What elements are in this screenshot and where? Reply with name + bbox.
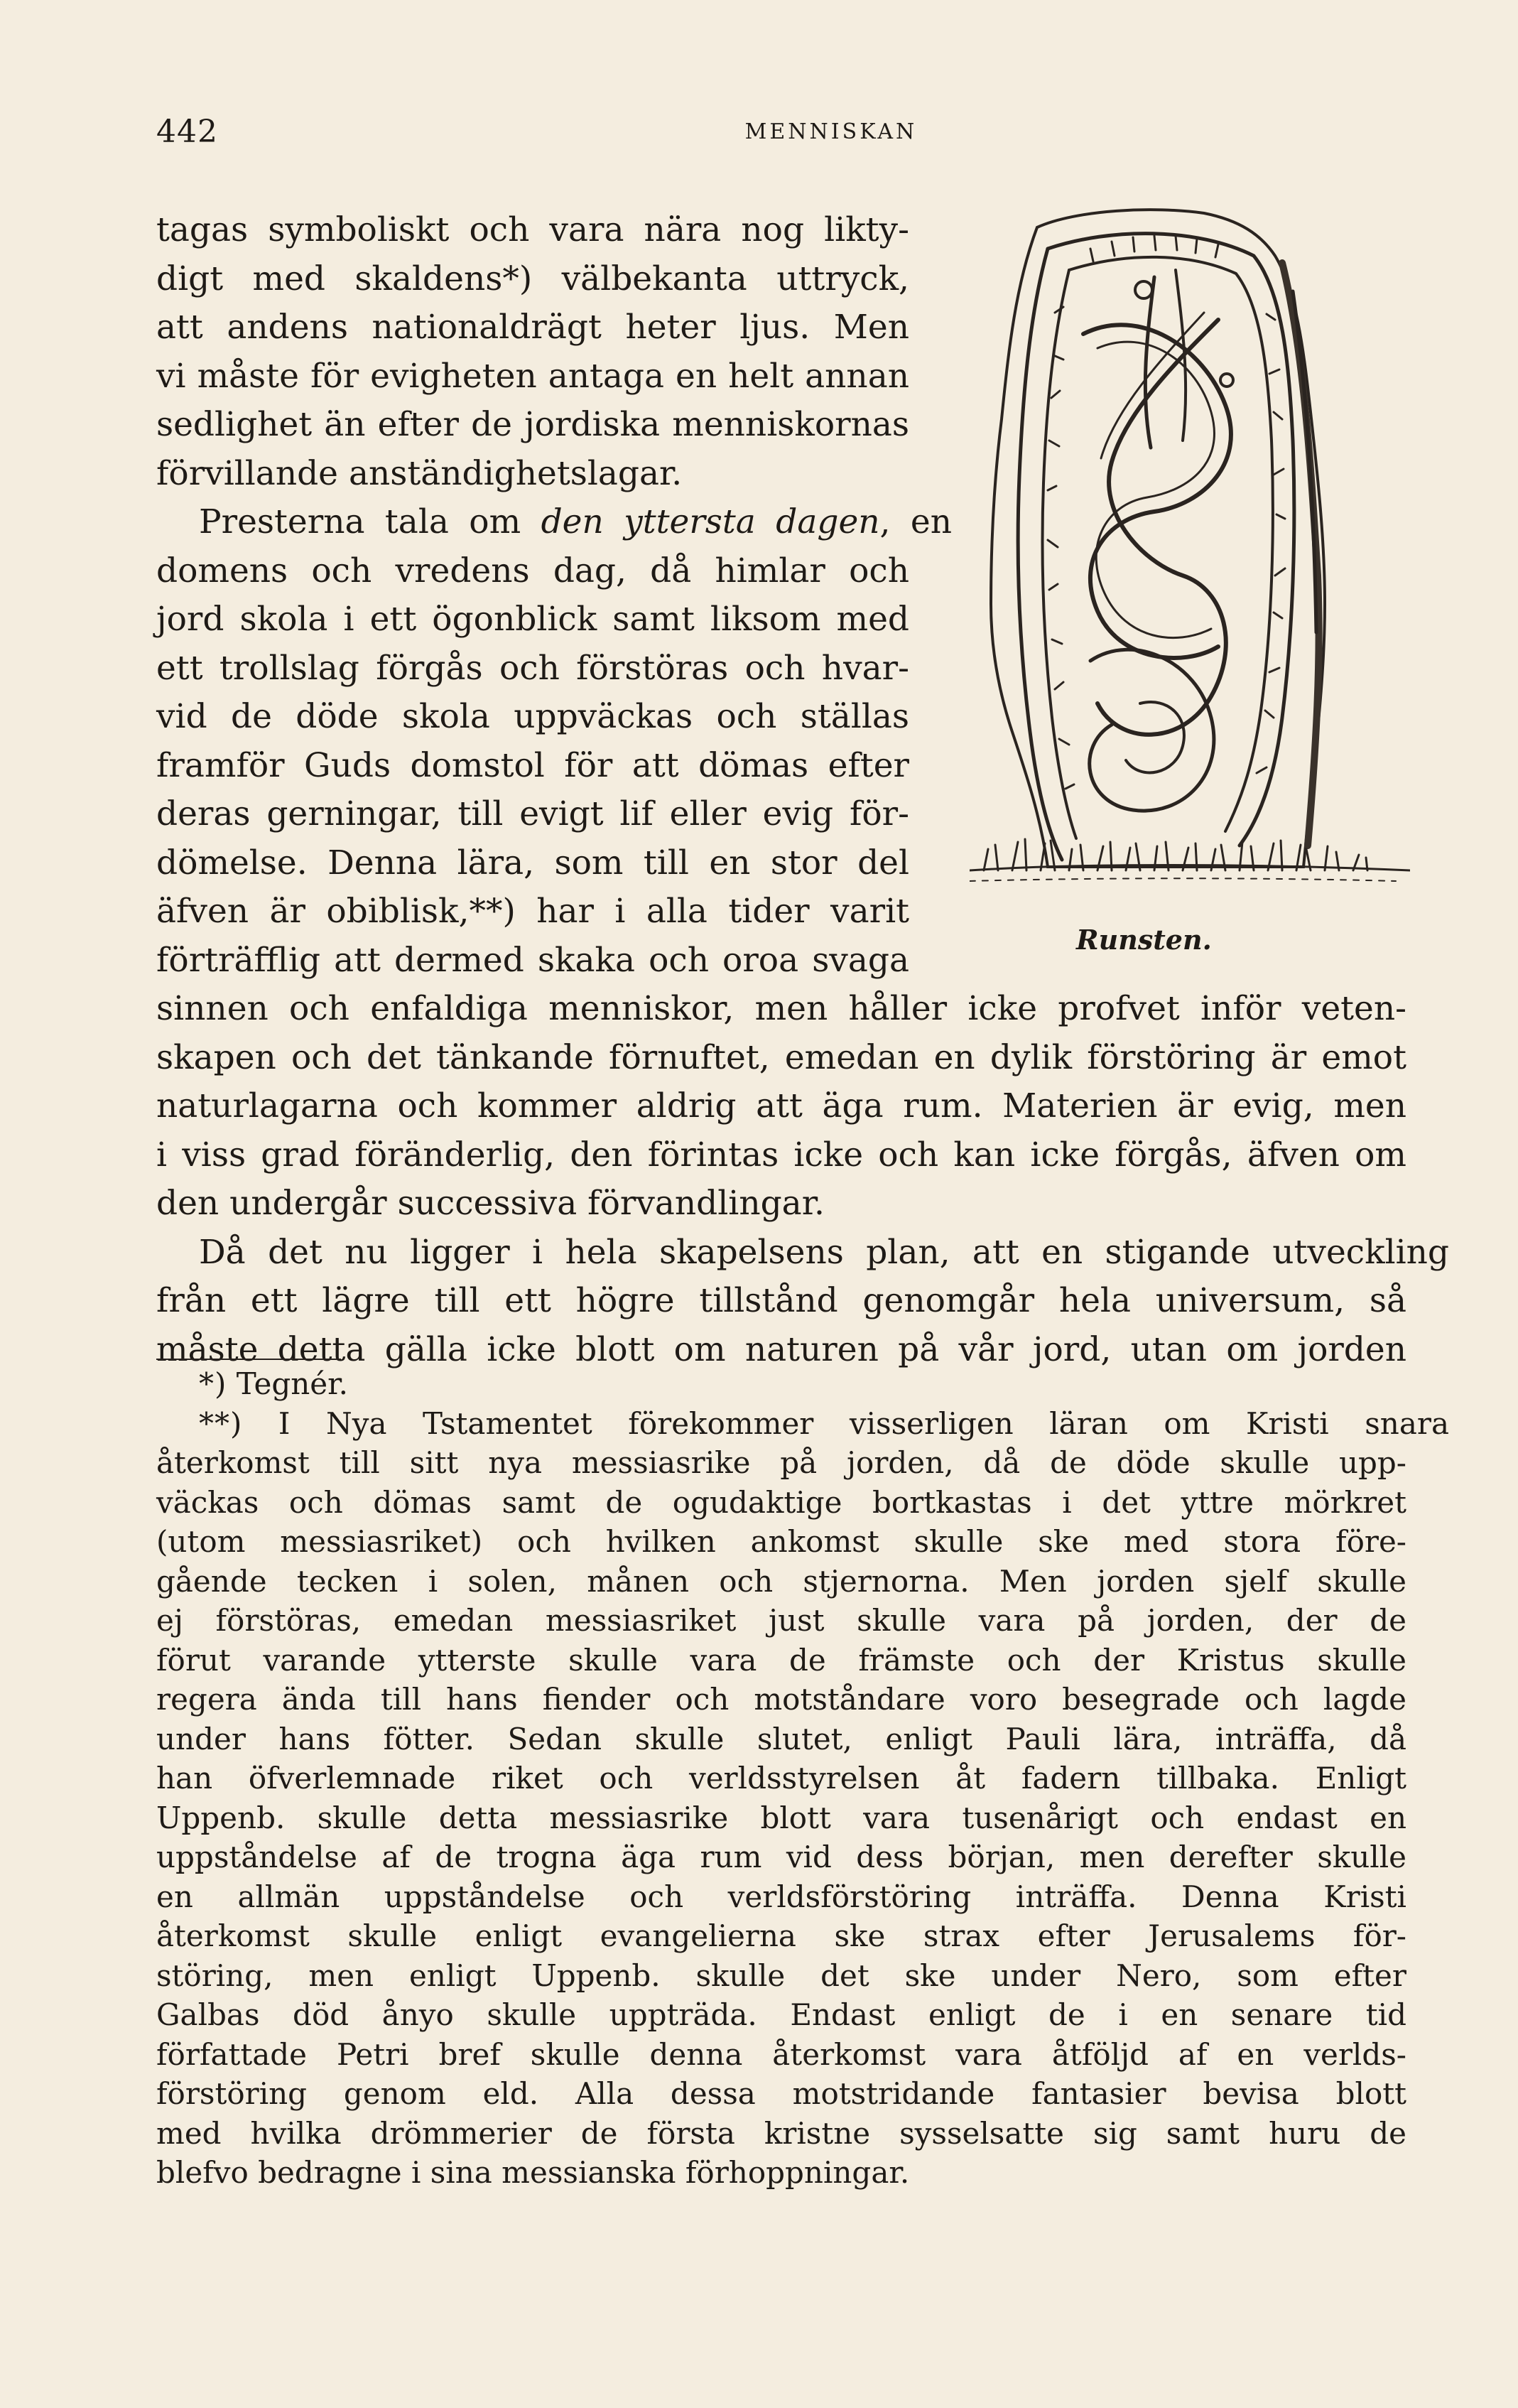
- text-line: digt med skaldens*) välbekanta uttryck,: [156, 259, 909, 298]
- footnote-line: författade Petri bref skulle denna återkomst vara åtföljd af en verlds-: [156, 2036, 1406, 2072]
- text-line: deras gerningar, till evigt lif eller evig för-: [156, 794, 909, 833]
- footnote-line: en allmän uppståndelse och verldsförstöring inträffa. Denna Kristi: [156, 1879, 1406, 1914]
- footnote-line: förstöring genom eld. Alla dessa motstridande fantasier bevisa blott: [156, 2076, 1406, 2111]
- footnote-1: [156, 1364, 1449, 1404]
- footnote-2: [156, 1404, 1449, 1444]
- text-fragment: Presterna tala om: [199, 502, 541, 541]
- text-line: vid de döde skola uppväckas och ställas: [156, 697, 909, 736]
- text-line: förvillande anständighetslagar.: [156, 453, 683, 493]
- text-line: äfven är obiblisk,**) har i alla tider varit: [156, 892, 909, 931]
- footnote-text: Tegnér.: [236, 1366, 348, 1401]
- text-line: den undergår successiva förvandlingar.: [156, 1184, 825, 1223]
- text-line: framför Guds domstol för att dömas efter: [156, 745, 909, 785]
- footnote-line: väckas och dömas samt de ogudaktige bortkastas i det yttre mörkret: [156, 1484, 1406, 1520]
- footnote-line: ej förstöras, emedan messiasriket just skulle vara på jorden, der de: [156, 1603, 1406, 1638]
- text-line: naturlagarna och kommer aldrig att äga rum. Materien är evig, men: [156, 1086, 1406, 1125]
- paragraph-2: [156, 498, 1406, 1229]
- text-line: tagas symboliskt och vara nära nog likty-: [156, 210, 909, 249]
- text-line: domens och vredens dag, då himlar och: [156, 551, 909, 590]
- text-line: från ett lägre till ett högre tillstånd genomgår hela universum, så: [156, 1281, 1406, 1320]
- footnote-line: blefvo bedragne i sina messianska förhoppningar.: [156, 2155, 910, 2190]
- footnote-marker: **): [199, 1405, 243, 1441]
- footnote-line: (utom messiasriket) och hvilken ankomst skulle ske med stora före-: [156, 1524, 1406, 1559]
- page-header: [156, 114, 1406, 156]
- footnote-line: han öfverlemnade riket och verldsstyrelsen åt fadern tillbaka. Enligt: [156, 1761, 1406, 1796]
- figure-caption: Runsten.: [1076, 924, 1212, 956]
- footnote-line: regera ända till hans fiender och motståndare voro besegrade och lagde: [156, 1682, 1406, 1717]
- footnote-divider: [156, 1359, 341, 1360]
- footnote-line: Galbas död ånyo skulle uppträda. Endast enligt de i en senare tid: [156, 1997, 1406, 2032]
- text-line: Då det nu ligger i hela skapelsens plan, att en stigande utveckling: [199, 1232, 1449, 1272]
- footnote-line: gående tecken i solen, månen och stjernorna. Men jorden sjelf skulle: [156, 1563, 1406, 1599]
- running-head: MENNISKAN: [744, 119, 918, 144]
- footnote-marker: *): [199, 1366, 227, 1401]
- text-line: sinnen och enfaldiga menniskor, men håller icke profvet inför veten-: [156, 989, 1406, 1028]
- text-line: måste detta gälla icke blott om naturen på vår jord, utan om jorden: [156, 1329, 1406, 1369]
- paragraph-3: [156, 1229, 1449, 1375]
- footnote-line: under hans fötter. Sedan skulle slutet, enligt Pauli lära, inträffa, då: [156, 1721, 1406, 1756]
- text-line: jord skola i ett ögonblick samt liksom med: [156, 600, 909, 639]
- footnote-line: uppståndelse af de trogna äga rum vid dess början, men derefter skulle: [156, 1840, 1406, 1874]
- text-line: sedlighet än efter de jordiska menniskornas: [156, 405, 909, 444]
- text-line: skapen och det tänkande förnuftet, emedan en dylik förstöring är emot: [156, 1037, 1406, 1077]
- footnote-line: Uppenb. skulle detta messiasrike blott vara tusenårigt och endast en: [156, 1800, 1406, 1835]
- emphasis-text: den yttersta dagen: [541, 502, 880, 541]
- text-line: i viss grad föränderlig, den förintas icke och kan icke förgås, äfven om: [156, 1135, 1406, 1175]
- footnote-line: återkomst skulle enligt evangelierna ske strax efter Jerusalems för-: [156, 1918, 1406, 1953]
- text-line: ett trollslag förgås och förstöras och hvar-: [156, 648, 909, 688]
- page-number: 442: [156, 114, 218, 150]
- text-line: att andens nationaldrägt heter ljus. Men: [156, 308, 909, 347]
- text-line: dömelse. Denna lära, som till en stor del: [156, 843, 909, 882]
- footnote-line: återkomst till sitt nya messiasrike på jorden, då de döde skulle upp-: [156, 1445, 1406, 1480]
- footnote-line: förut varande ytterste skulle vara de främste och der Kristus skulle: [156, 1642, 1406, 1678]
- footnote-line: störing, men enligt Uppenb. skulle det ske under Nero, som efter: [156, 1958, 1406, 1993]
- footnote-line: med hvilka drömmerier de första kristne sysselsatte sig samt huru de: [156, 2115, 1406, 2151]
- paragraph-1: [156, 206, 1406, 498]
- text-line: [156, 498, 952, 547]
- text-line: förträfflig att dermed skaka och oroa svaga: [156, 940, 909, 980]
- footnotes: [156, 1364, 1450, 2193]
- text-line: vi måste för evigheten antaga en helt annan: [156, 356, 909, 396]
- text-fragment: , en: [879, 502, 952, 541]
- footnote-text: I Nya Tstamentet förekommer visserligen läran om Kristi snara: [278, 1405, 1450, 1441]
- main-text: [156, 206, 1449, 1374]
